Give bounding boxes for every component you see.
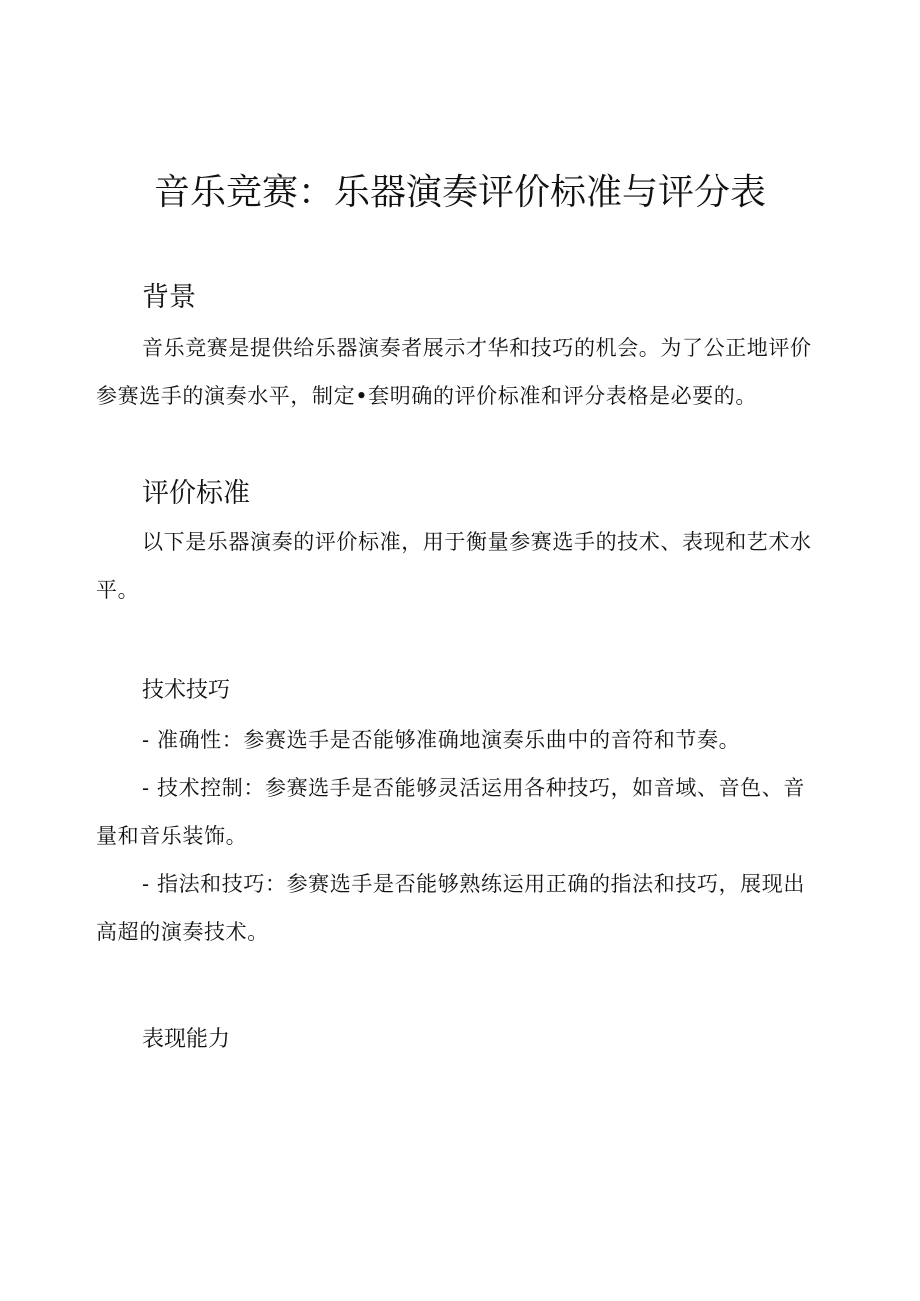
section-heading-criteria: 评价标准 — [142, 478, 250, 509]
criteria-paragraph: 以下是乐器演奏的评价标准，用于衡量参赛选手的技术、表现和艺术水平。 — [96, 530, 812, 602]
document-title: 音乐竞赛：乐器演奏评价标准与评分表 — [153, 172, 766, 213]
section-heading-background: 背景 — [142, 282, 196, 313]
technique-item-fingering: - 指法和技巧：参赛选手是否能够熟练运用正确的指法和技巧，展现出高超的演奏技术。 — [96, 872, 805, 944]
technique-item-accuracy: - 准确性：参赛选手是否能够准确地演奏乐曲中的音符和节奏。 — [142, 728, 741, 752]
technique-item-control: - 技术控制：参赛选手是否能够灵活运用各种技巧，如音域、音色、音量和音乐装饰。 — [96, 776, 805, 848]
subheading-technique: 技术技巧 — [142, 678, 231, 703]
subheading-performance: 表现能力 — [142, 1027, 231, 1052]
background-paragraph: 音乐竞赛是提供给乐器演奏者展示才华和技巧的机会。为了公正地评价参赛选手的演奏水平，制定•套明确的评价标准和评分表格是必要的。 — [96, 336, 812, 408]
